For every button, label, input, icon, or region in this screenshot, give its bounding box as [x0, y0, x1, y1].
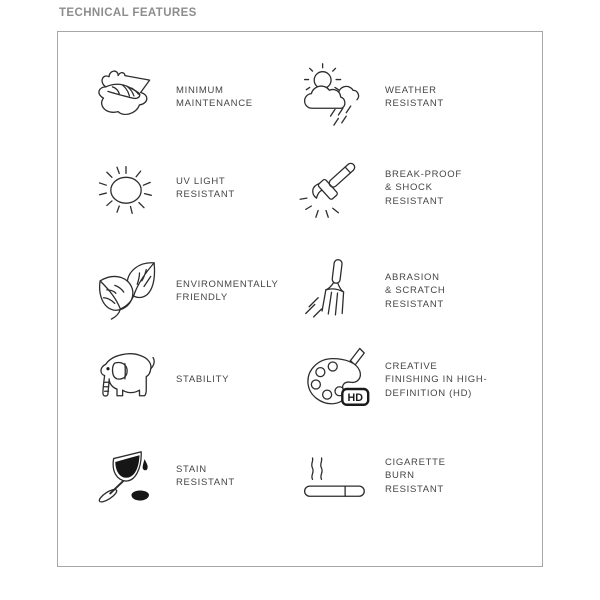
hd-badge-label: HD	[347, 391, 363, 404]
feature-item-cigarette-burn-resistant	[295, 438, 446, 514]
feature-label: UV LIGHT RESISTANT	[176, 175, 235, 200]
feature-label: STAIN RESISTANT	[176, 463, 235, 488]
feature-item-weather-resistant	[295, 59, 444, 135]
feature-label: ABRASION & SCRATCH RESISTANT	[385, 272, 446, 310]
fork-scratch-icon	[295, 253, 375, 329]
elephant-icon	[86, 342, 166, 418]
leaves-icon	[86, 253, 166, 329]
feature-item-stain-resistant	[86, 438, 235, 514]
sun-rays-icon	[86, 150, 166, 226]
feature-label: CIGARETTE BURN RESISTANT	[385, 457, 446, 495]
paint-palette-hd-icon	[295, 342, 375, 418]
feature-label: MINIMUM MAINTENANCE	[176, 84, 253, 109]
spilled-wine-glass-icon	[86, 438, 166, 514]
feature-item-abrasion-resistant	[295, 253, 446, 329]
feature-label: CREATIVE FINISHING IN HIGH- DEFINITION (HD)	[385, 361, 488, 399]
cigarette-smoke-icon	[295, 438, 375, 514]
feature-item-environmentally-friendly	[86, 253, 279, 329]
feature-item-minimum-maintenance	[86, 59, 253, 135]
feature-item-stability	[86, 342, 229, 418]
feature-label: ENVIRONMENTALLY FRIENDLY	[176, 278, 279, 303]
hands-wiping-icon	[86, 59, 166, 135]
page-title: TECHNICAL FEATURES	[59, 7, 197, 19]
feature-item-break-proof	[295, 150, 462, 226]
technical-features-panel	[57, 31, 543, 567]
feature-item-uv-light-resistant	[86, 150, 235, 226]
feature-label: STABILITY	[176, 374, 230, 386]
feature-item-creative-finishing	[295, 342, 487, 418]
feature-label: WEATHER RESISTANT	[385, 84, 444, 109]
feature-label: BREAK-PROOF & SHOCK RESISTANT	[385, 169, 462, 207]
hammer-impact-icon	[295, 150, 375, 226]
sun-cloud-rain-icon	[295, 59, 375, 135]
